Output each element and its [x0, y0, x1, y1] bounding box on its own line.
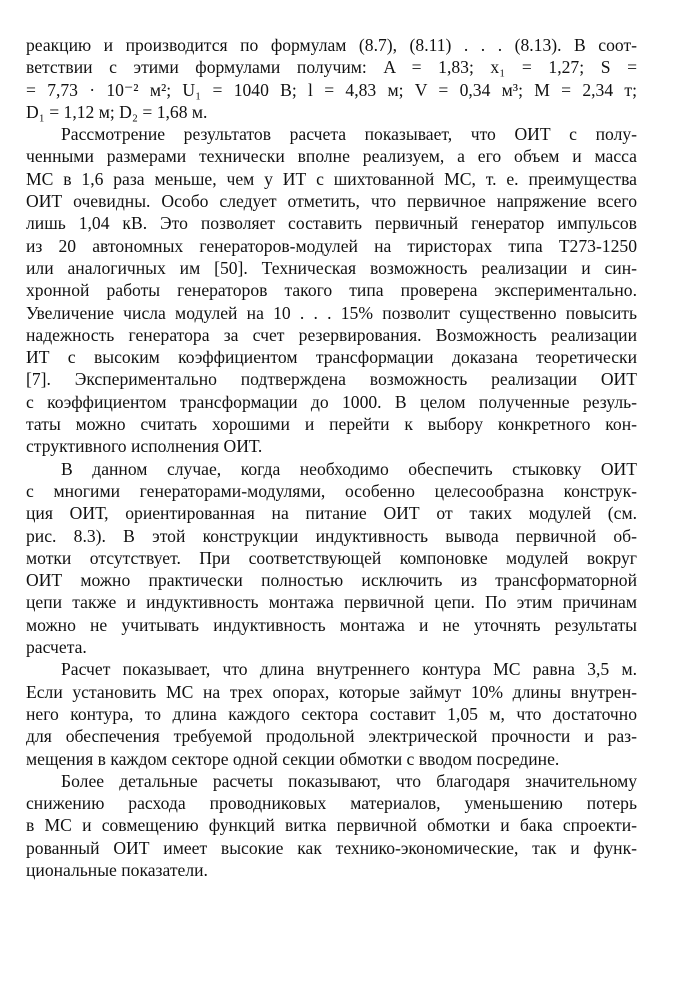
text-line: ветствии с этими формулами получим: A = 1,83; x₁ = 1,27; S =	[26, 57, 637, 78]
text-line: с коэффициентом трансформации до 1000. В целом полученные резуль-	[26, 391, 637, 412]
paragraph-contour-length	[26, 658, 637, 769]
paragraph-formula-results	[26, 34, 637, 123]
text-line: него контура, то длина каждого сектора составит 1,05 м, что достаточно	[26, 703, 637, 724]
paragraph-design-choice	[26, 458, 637, 659]
text-line: реакцию и производится по формулам (8.7), (8.11) . . . (8.13). В соот-	[26, 35, 637, 55]
text-line: Расчет показывает, что длина внутреннего контура МС равна 3,5 м.	[61, 659, 637, 680]
paragraph-results-review	[26, 123, 637, 457]
text-line: Если установить МС на трех опорах, которые займут 10% длины внутрен-	[26, 681, 637, 702]
text-line: таты можно считать хорошими и перейти к выбору конкретного кон-	[26, 414, 637, 435]
text-line: Более детальные расчеты показывают, что благодаря значительному	[61, 770, 637, 791]
text-line: Увеличение числа модулей на 10 . . . 15% позволит существенно повысить	[26, 302, 637, 323]
text-line: рис. 8.3). В этой конструкции индуктивность вывода первичной об-	[26, 525, 637, 546]
text-line: циональные показатели.	[26, 859, 208, 880]
text-line: с многими генераторами-модулями, особенно целесообразна конструк-	[26, 480, 637, 501]
text-line: ИТ с высоким коэффициентом трансформации доказана теоретически	[26, 347, 637, 368]
text-line: мотки отсутствует. При соответствующей компоновке модулей вокруг	[26, 547, 637, 568]
text-line: в МС и совмещению функций витка первичной обмотки и бака спроекти-	[26, 815, 637, 836]
text-line: структивного исполнения ОИТ.	[26, 436, 263, 457]
text-line: МС в 1,6 раза меньше, чем у ИТ с шихтованной МС, т. е. преимущества	[26, 168, 637, 189]
text-line: расчета.	[26, 637, 87, 658]
text-line: из 20 автономных генераторов-модулей на тиристорах типа Т273-1250	[26, 235, 637, 256]
text-line: D₁ = 1,12 м; D₂ = 1,68 м.	[26, 101, 208, 122]
text-line: ОИТ очевидны. Особо следует отметить, что первичное напряжение всего	[26, 191, 637, 212]
text-line: цепи также и индуктивность монтажа первичной цепи. По этим причинам	[26, 592, 637, 613]
text-line: ция ОИТ, ориентированная на питание ОИТ от таких модулей (см.	[26, 503, 637, 524]
text-line: хронной работы генераторов такого типа проверена экспериментально.	[26, 280, 637, 301]
text-line: = 7,73 · 10⁻² м²; U₁ = 1040 В; l = 4,83 м; V = 0,34 м³; M = 2,34 т;	[26, 79, 637, 100]
paragraph-conclusion	[26, 770, 637, 881]
text-line: ченными размерами технически вполне реализуем, а его объем и масса	[26, 146, 637, 167]
text-line: снижению расхода проводниковых материалов, уменьшению потерь	[26, 793, 637, 814]
text-line: можно не учитывать индуктивность монтажа и не уточнять результаты	[26, 614, 637, 635]
text-line: мещения в каждом секторе одной секции обмотки с вводом посредине.	[26, 748, 560, 769]
text-line: Рассмотрение результатов расчета показывает, что ОИТ с полу-	[61, 124, 637, 145]
text-line: В данном случае, когда необходимо обеспечить стыковку ОИТ	[61, 458, 637, 479]
text-line: для обеспечения требуемой продольной электрической прочности и раз-	[26, 726, 637, 747]
text-line: или аналогичных им [50]. Техническая возможность реализации и син-	[26, 257, 637, 278]
text-line: рованный ОИТ имеет высокие как технико-экономические, так и функ-	[26, 837, 637, 858]
text-line: ОИТ можно практически полностью исключить из трансформаторной	[26, 570, 637, 591]
text-line: надежность генератора за счет резервирования. Возможность реализации	[26, 324, 637, 345]
text-line: [7]. Экспериментально подтверждена возможность реализации ОИТ	[26, 369, 637, 390]
text-line: лишь 1,04 кВ. Это позволяет составить первичный генератор импульсов	[26, 213, 637, 234]
